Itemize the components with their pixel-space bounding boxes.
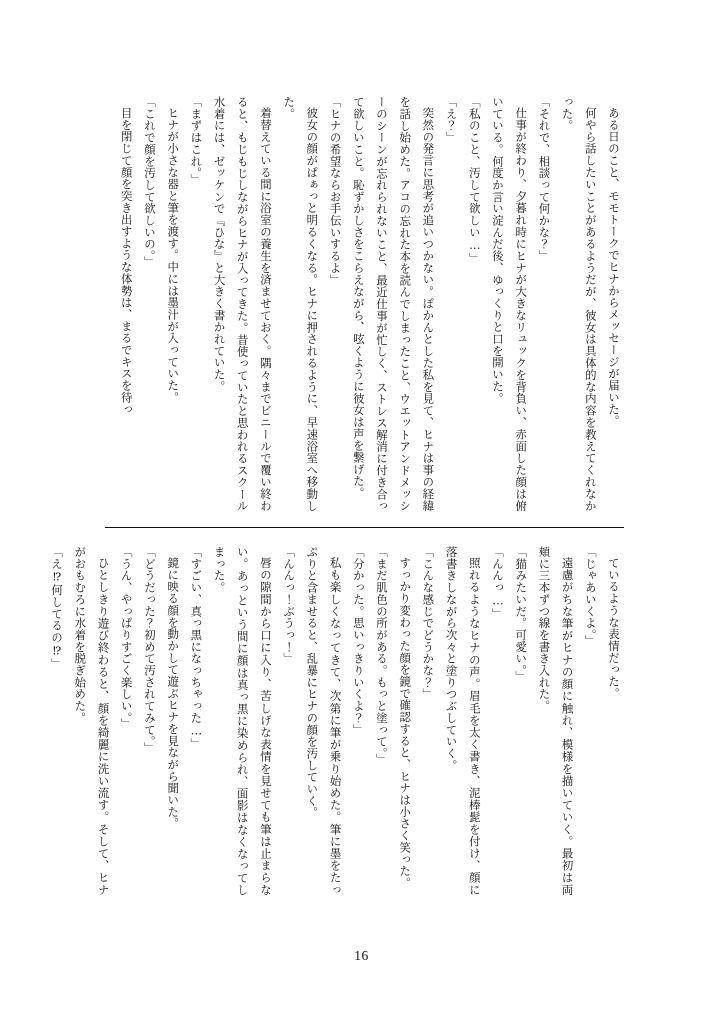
section-divider-rule — [105, 527, 624, 528]
paragraph: ているような表情だった。 — [607, 557, 621, 700]
paragraph: 「どうだった？初めて汚されてみて。」 — [142, 546, 157, 754]
paragraph: 目を閉じて顔を突き出すような体勢は、まるでキスを待っ — [119, 107, 134, 416]
paragraph: 彼女の顔がぱぁっと明るくなる。ヒナに押されるように、早速浴室へ移動した。 — [282, 96, 320, 512]
paragraph: 「まだ肌色の所がある。もっと塗って。」 — [374, 546, 389, 766]
paragraph: 遠慮がちな筆がヒナの顔に触れ、模様を描いていく。最初は両頬に三本ずつ線を書き入れた。 — [537, 546, 575, 896]
paragraph: 「え？」 — [444, 96, 459, 144]
paragraph: ヒナが小さな器と筆を渡す。中には墨汁が入っていた。 — [166, 107, 181, 404]
paragraph: 照れるようなヒナの声。眉毛を太く書き、泥棒髭を付け、顔に落書きしながら次々と塗りつぶしていく。 — [444, 546, 482, 896]
paragraph: 「こんな感じでどうかな？」 — [421, 546, 436, 701]
paragraph: 「すごい、真っ黒になっちゃった…」 — [189, 546, 204, 751]
paragraph: 「これで顔を汚して欲しいの。」 — [142, 96, 157, 269]
paragraph: 「じゃあいくよ。」 — [583, 546, 598, 647]
paragraph: 「んんっ！ぶうっ！」 — [282, 546, 297, 665]
paragraph: 仕事が終わり、夕暮れ時にヒナが大きなリュックを背負い、赤面した顔は俯いている。何度か言い淀んだ後、ゆっくりと口を開いた。 — [490, 96, 529, 512]
paragraph: 着替えている間に浴室の養生を済ませておく。隅々までビニールで覆い終わると、もじもじしながらヒナが入ってきた。昔使っていたと思われるスクール水着には、ゼッケンで『ひな』と大きく書かれていた。 — [212, 96, 273, 512]
paragraph: 鏡に映る顔を動かして遊ぶヒナを見ながら聞いた。 — [166, 557, 181, 830]
paragraph: 「分かった。思いっきりいくよ？」 — [351, 546, 366, 736]
paragraph: すっかり変わった顔を鏡で確認すると、ヒナは小さく笑った。 — [398, 557, 413, 890]
paragraph: ひとしきり遊び終わると、顔を綺麗に洗い流す。そして、ヒナがおもむろに水着を脱ぎ始めた。 — [73, 546, 111, 896]
paragraph: 突然の発言に思考が追いつかない。ぽかんとした私を見て、ヒナは事の経緯を話し始めた。アコの忘れた本を読んでしまったこと、ウエットアンドメッシーのシーンが忘れられないこと、最近仕事が忙しく、ストレス解消に付き合って欲しいこと。恥ずかしさをこらえながら、呟くように彼女は声を繋げた。 — [351, 96, 436, 512]
paragraph: 「まずはこれ。」 — [189, 96, 204, 186]
paragraph: 「それで、相談って何かな？」 — [537, 96, 552, 262]
paragraph: 「うん、やっぱりすごく楽しい。」 — [119, 546, 134, 730]
page-number: 16 — [354, 948, 369, 963]
paragraph: ある日のこと、モモトークでヒナからメッセージが届いた。 — [607, 107, 621, 428]
paragraph: 唇の隙間から口に入り、苦しげな表情を見せても筆は止まらない。あっという間に顔は真っ黒に染められ、面影はなくなってしまった。 — [212, 546, 273, 896]
upper-text-block — [98, 96, 625, 512]
lower-text-block — [50, 546, 625, 896]
paragraph: 「私のこと、汚して欲しい…」 — [467, 96, 482, 265]
paragraph: 「え⁉何してるの⁉」 — [50, 546, 65, 670]
paragraph: 私も楽しくなってきて、次第に筆が乗り始めた。筆に墨をたっぷりと含ませると、乱暴にヒナの顔を汚していく。 — [305, 546, 343, 896]
paragraph: 「猫みたいだ。可愛い。」 — [514, 546, 529, 683]
paragraph: 何やら話したいことがあるようだが、彼女は具体的な内容を教えてくれなかった。 — [560, 96, 598, 512]
paragraph: 「ヒナの希望ならお手伝いするよ」 — [328, 96, 343, 286]
paragraph: 「んんっ…」 — [490, 546, 505, 620]
